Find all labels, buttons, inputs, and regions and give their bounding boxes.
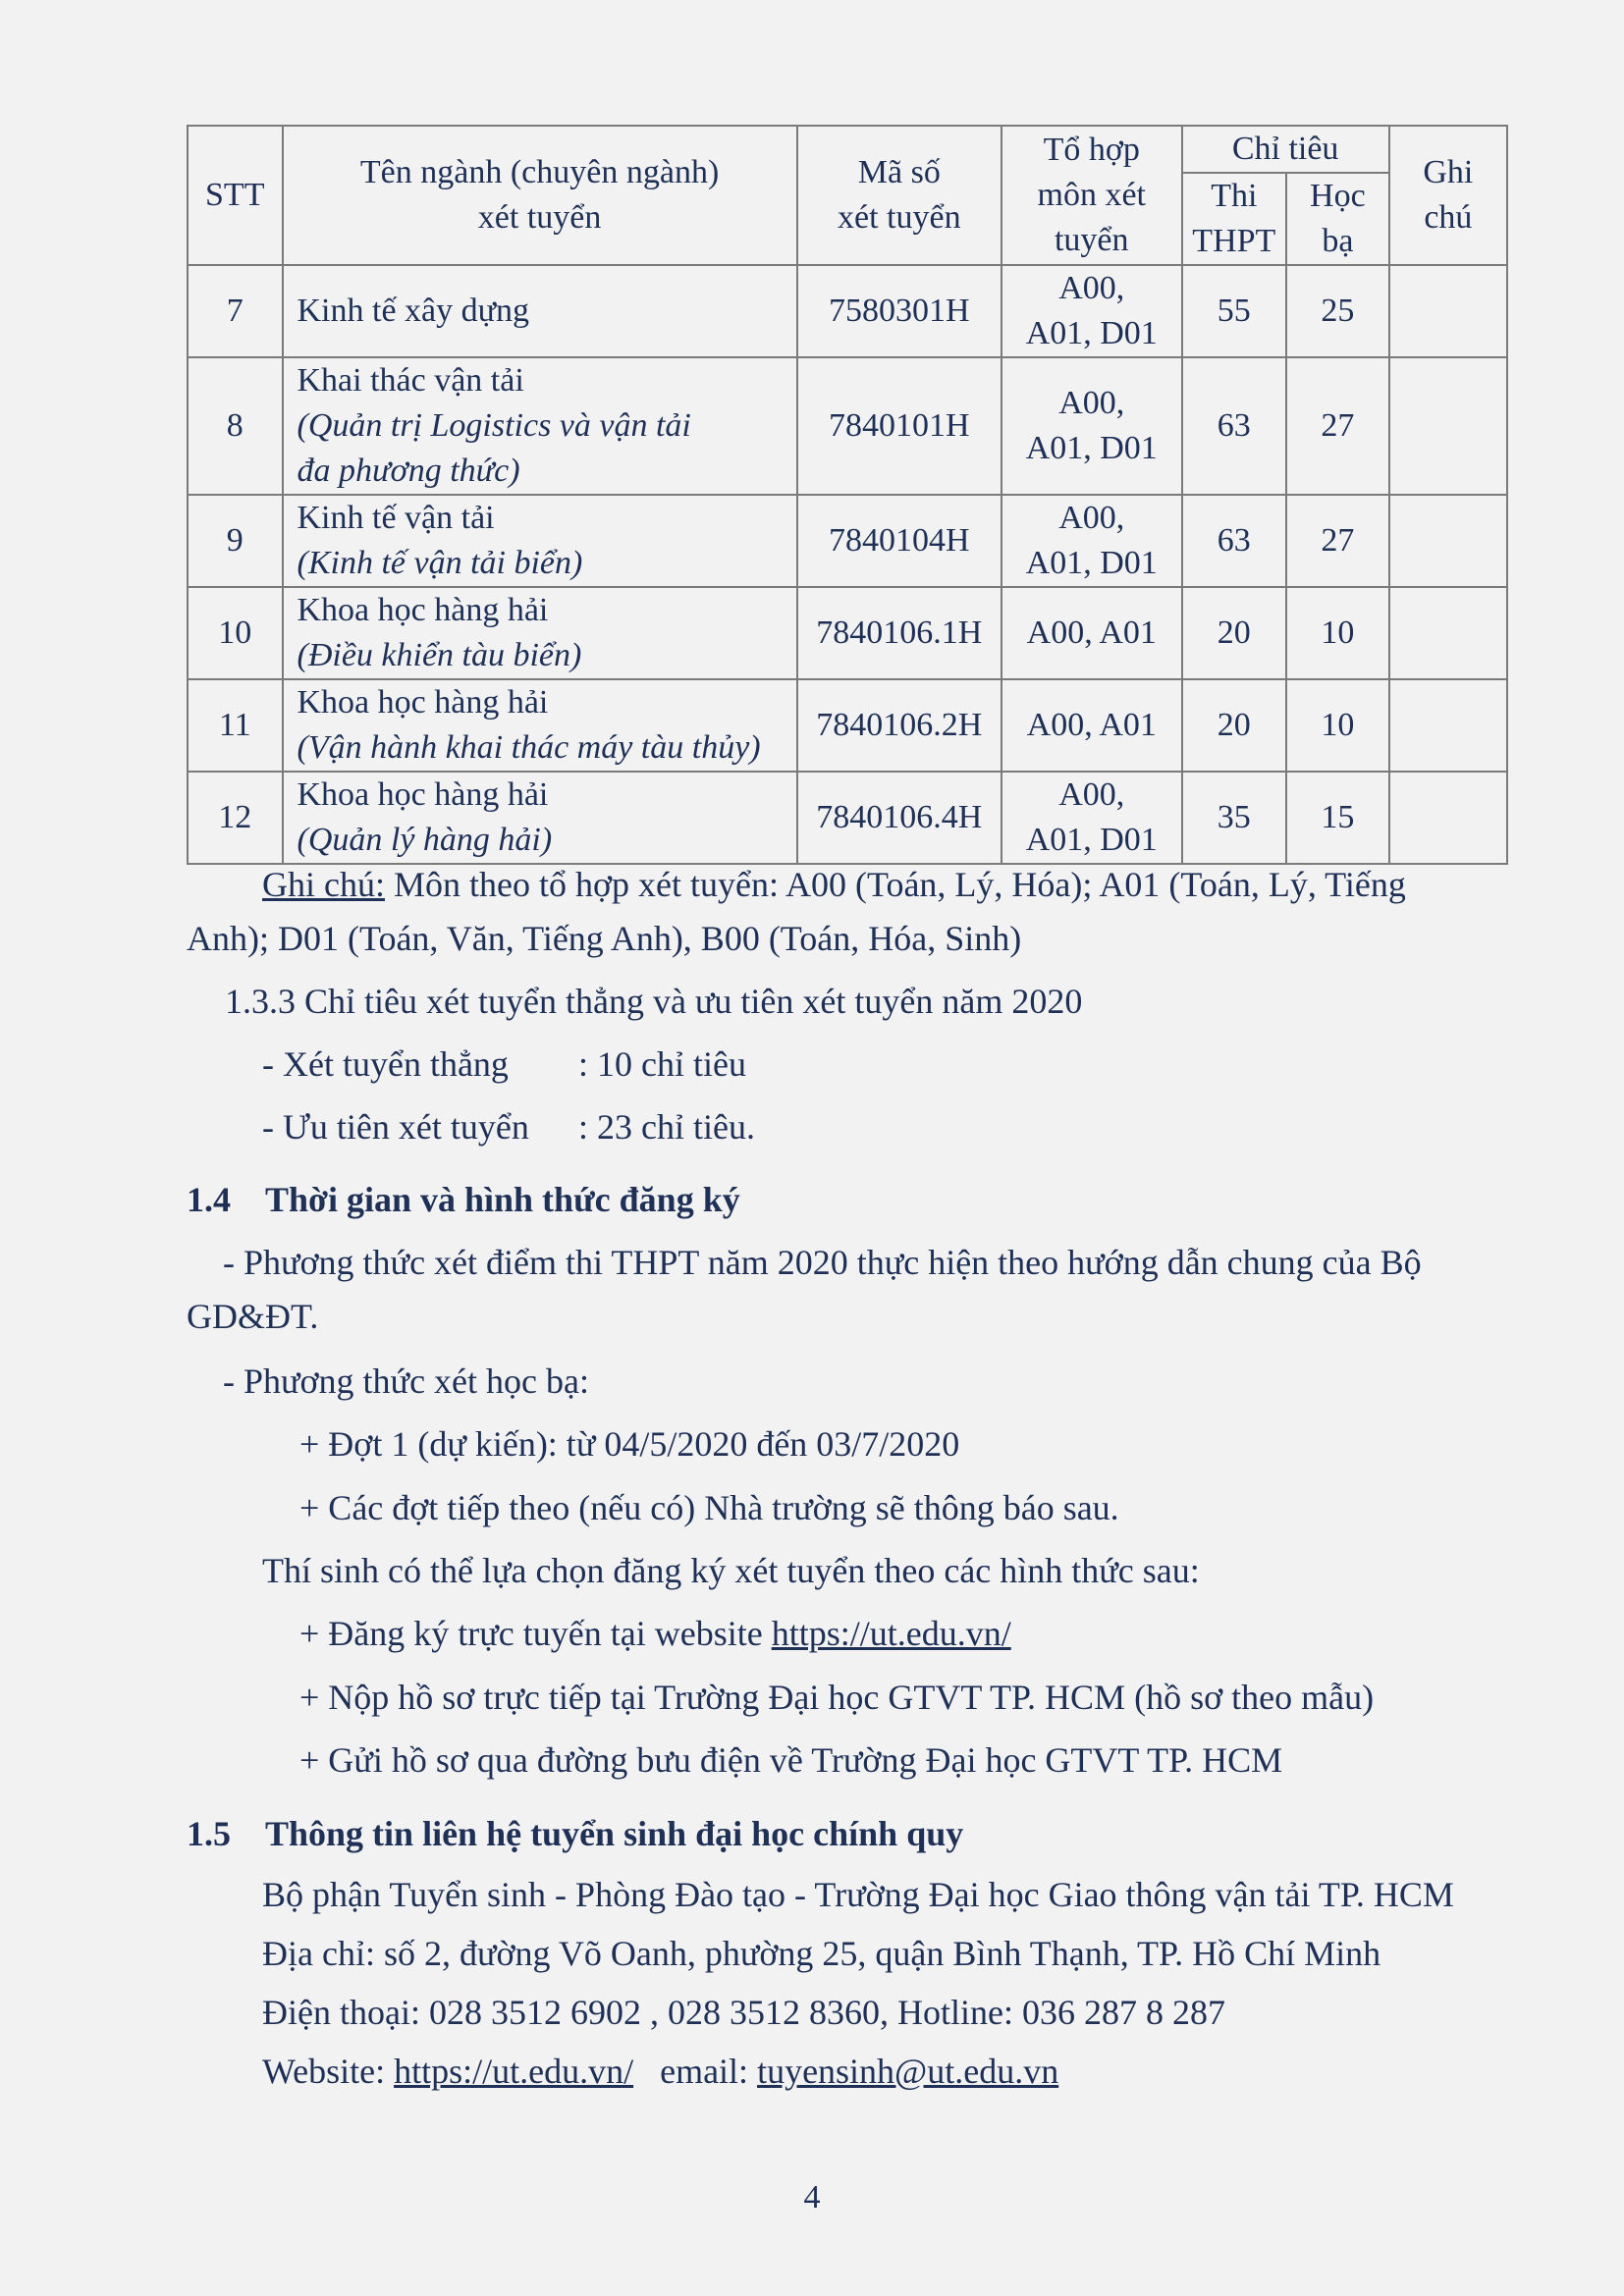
table-row — [188, 495, 1507, 587]
cell-quota-thpt: 55 — [1182, 265, 1286, 357]
cell-combo: A00, A01 — [1001, 587, 1182, 679]
cell-code: 7580301H — [797, 265, 1001, 357]
page-number: 4 — [803, 2179, 821, 2216]
section-1-4-heading: 1.4 Thời gian và hình thức đăng ký — [187, 1180, 740, 1219]
cell-note — [1389, 265, 1507, 357]
cell-major-name: Kinh tế vận tải (Kinh tế vận tải biển) — [283, 495, 797, 587]
contact-department: Bộ phận Tuyển sinh - Phòng Đào tạo - Trường Đại học Giao thông vận tải TP. HCM — [262, 1875, 1454, 1914]
cell-code: 7840106.4H — [797, 772, 1001, 864]
direct-admission-label: - Xét tuyển thẳng — [262, 1044, 509, 1084]
header-stt: STT — [188, 126, 283, 265]
header-quota-thpt: Thi THPT — [1182, 173, 1286, 265]
cell-major-name: Khai thác vận tải (Quản trị Logistics và vận tải đa phương thức) — [283, 357, 797, 495]
contact-phone: Điện thoại: 028 3512 6902 , 028 3512 8360, Hotline: 036 287 8 287 — [262, 1993, 1225, 2032]
cell-quota-thpt: 20 — [1182, 679, 1286, 772]
admission-quota-table — [187, 125, 1508, 865]
cell-stt: 12 — [188, 772, 283, 864]
cell-quota-hocba: 15 — [1286, 772, 1389, 864]
header-note: Ghi chú — [1389, 126, 1507, 265]
note-text: Môn theo tổ hợp xét tuyển: A00 (Toán, Lý, Hóa); A01 (Toán, Lý, Tiếng — [384, 865, 1406, 904]
table-row — [188, 772, 1507, 864]
cell-major-name: Khoa học hàng hải (Quản lý hàng hải) — [283, 772, 797, 864]
cell-stt: 8 — [188, 357, 283, 495]
website-link[interactable]: https://ut.edu.vn/ — [771, 1614, 1011, 1653]
exam-method-line-1: - Phương thức xét điểm thi THPT năm 2020 thực hiện theo hướng dẫn chung của Bộ — [223, 1243, 1422, 1282]
cell-note — [1389, 357, 1507, 495]
priority-admission-label: - Ưu tiên xét tuyển — [262, 1107, 529, 1147]
cell-code: 7840101H — [797, 357, 1001, 495]
note-line-2: Anh); D01 (Toán, Văn, Tiếng Anh), B00 (Toán, Hóa, Sinh) — [187, 919, 1022, 958]
note-label: Ghi chú: — [262, 865, 385, 904]
cell-stt: 9 — [188, 495, 283, 587]
cell-code: 7840104H — [797, 495, 1001, 587]
header-quota-hocba: Học bạ — [1286, 173, 1389, 265]
exam-method-line-2: GD&ĐT. — [187, 1297, 319, 1336]
direct-admission-value: : 10 chỉ tiêu — [578, 1044, 746, 1084]
table-row — [188, 357, 1507, 495]
cell-combo: A00, A01, D01 — [1001, 265, 1182, 357]
round-1-text: + Đợt 1 (dự kiến): từ 04/5/2020 đến 03/7/2020 — [299, 1424, 960, 1464]
cell-note — [1389, 772, 1507, 864]
table-row — [188, 679, 1507, 772]
contact-address: Địa chỉ: số 2, đường Võ Oanh, phường 25, quận Bình Thạnh, TP. Hồ Chí Minh — [262, 1934, 1381, 1973]
cell-stt: 10 — [188, 587, 283, 679]
cell-major-name: Khoa học hàng hải (Vận hành khai thác máy tàu thủy) — [283, 679, 797, 772]
cell-quota-thpt: 63 — [1182, 495, 1286, 587]
section-1-5-heading: 1.5 Thông tin liên hệ tuyển sinh đại học chính quy — [187, 1814, 964, 1853]
priority-admission-value: : 23 chỉ tiêu. — [578, 1107, 755, 1147]
cell-note — [1389, 587, 1507, 679]
cell-combo: A00, A01, D01 — [1001, 357, 1182, 495]
table-row — [188, 587, 1507, 679]
cell-quota-hocba: 27 — [1286, 357, 1389, 495]
cell-quota-hocba: 27 — [1286, 495, 1389, 587]
cell-note — [1389, 495, 1507, 587]
table-row — [188, 265, 1507, 357]
transcript-method: - Phương thức xét học bạ: — [223, 1362, 589, 1401]
cell-note — [1389, 679, 1507, 772]
header-quota: Chỉ tiêu — [1182, 126, 1389, 173]
cell-quota-hocba: 25 — [1286, 265, 1389, 357]
header-code: Mã số xét tuyển — [797, 126, 1001, 265]
cell-major-name: Khoa học hàng hải (Điều khiển tàu biển) — [283, 587, 797, 679]
next-rounds-text: + Các đợt tiếp theo (nếu có) Nhà trường sẽ thông báo sau. — [299, 1488, 1119, 1527]
header-subject-combo: Tổ hợp môn xét tuyển — [1001, 126, 1182, 265]
cell-code: 7840106.1H — [797, 587, 1001, 679]
registration-options-intro: Thí sinh có thể lựa chọn đăng ký xét tuyển theo các hình thức sau: — [262, 1551, 1200, 1590]
cell-quota-hocba: 10 — [1286, 587, 1389, 679]
contact-email-link[interactable]: tuyensinh@ut.edu.vn — [757, 2052, 1059, 2091]
cell-code: 7840106.2H — [797, 679, 1001, 772]
direct-submission-line: + Nộp hồ sơ trực tiếp tại Trường Đại học GTVT TP. HCM (hồ sơ theo mẫu) — [299, 1678, 1375, 1717]
postal-submission-line: + Gửi hồ sơ qua đường bưu điện về Trường Đại học GTVT TP. HCM — [299, 1740, 1283, 1780]
contact-web-email: Website: https://ut.edu.vn/ email: tuyensinh@ut.edu.vn — [262, 2052, 1059, 2091]
cell-quota-thpt: 35 — [1182, 772, 1286, 864]
cell-quota-thpt: 63 — [1182, 357, 1286, 495]
cell-combo: A00, A01, D01 — [1001, 495, 1182, 587]
note-line-1 — [262, 863, 1406, 906]
cell-combo: A00, A01, D01 — [1001, 772, 1182, 864]
cell-major-name: Kinh tế xây dựng — [283, 265, 797, 357]
cell-quota-thpt: 20 — [1182, 587, 1286, 679]
cell-quota-hocba: 10 — [1286, 679, 1389, 772]
header-major-name: Tên ngành (chuyên ngành) xét tuyển — [283, 126, 797, 265]
online-registration-line: + Đăng ký trực tuyến tại website https://ut.edu.vn/ — [299, 1614, 1011, 1653]
cell-stt: 7 — [188, 265, 283, 357]
contact-website-link[interactable]: https://ut.edu.vn/ — [394, 2052, 634, 2091]
cell-combo: A00, A01 — [1001, 679, 1182, 772]
cell-stt: 11 — [188, 679, 283, 772]
section-1-3-3-title: 1.3.3 Chỉ tiêu xét tuyển thẳng và ưu tiên xét tuyển năm 2020 — [225, 982, 1083, 1021]
